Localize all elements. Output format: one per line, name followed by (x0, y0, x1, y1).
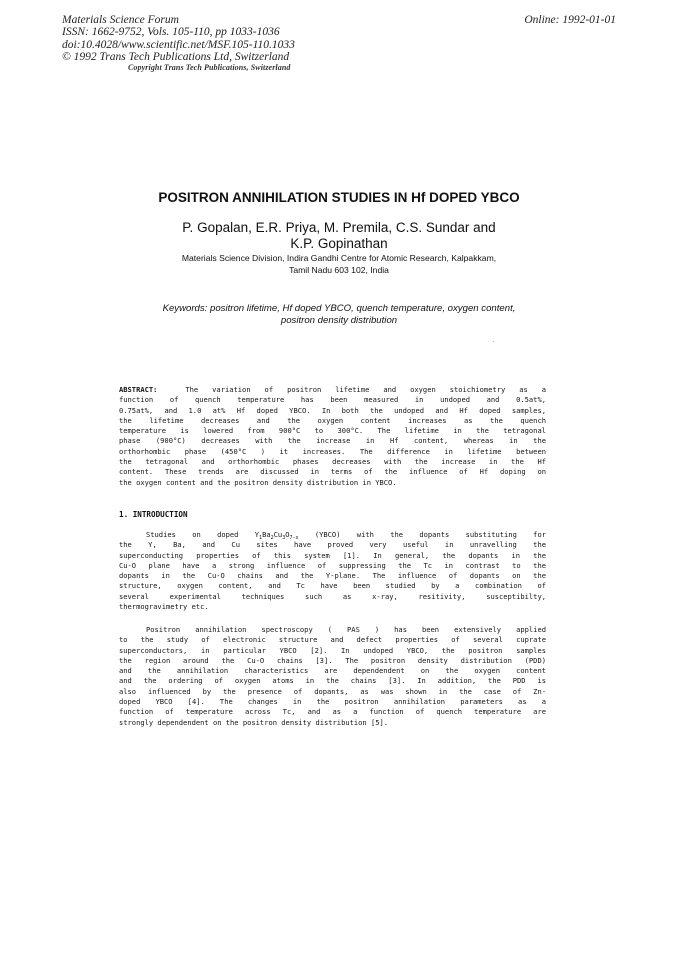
abstract-label: ABSTRACT: (119, 385, 158, 394)
paragraph-line: the Y, Ba, and Cu sites have proved very useful in unravelling the (119, 540, 546, 550)
section-heading-introduction: 1. INTRODUCTION (119, 510, 188, 519)
copyright-stamp: Copyright Trans Tech Publications, Switzerland (128, 63, 291, 72)
doi-line: doi:10.4028/www.scientific.net/MSF.105-110.1033 (62, 38, 295, 51)
issn-line: ISSN: 1662-9752, Vols. 105-110, pp 1033-1036 (62, 26, 280, 39)
text-run: Ba (262, 530, 271, 539)
text-run: O (285, 530, 290, 539)
abstract-line: the tetragonal and orthorhombic phases decreases with the increase in the Hf (119, 457, 546, 467)
paragraph-line: and the annihilation characteristics are dependendent on the oxygen content (119, 666, 546, 676)
text-run: Studies on doped Y (146, 530, 260, 539)
authors-line-2: K.P. Gopinathan (290, 236, 388, 251)
paragraph-line: structure, oxygen content, and Tc have been studied by a combination of (119, 581, 546, 591)
abstract-line: the oxygen content and the positron density distribution in YBCO. (119, 477, 397, 487)
abstract (119, 385, 546, 488)
text-run: Cu (273, 530, 283, 539)
paragraph-line: thermogravimetry etc. (119, 602, 209, 612)
paragraph-line: and the ordering of oxygen atoms in the chains [3]. In addition, the PDD is (119, 676, 546, 686)
authors-line-1: P. Gopalan, E.R. Priya, M. Premila, C.S. Sundar and (182, 220, 496, 235)
paragraph-line (119, 530, 546, 540)
abstract-line: phase (900°C) decreases with the increase in Hf content, whereas in the (119, 436, 546, 446)
abstract-line: the lifetime decreases and the oxygen content increases as the quench (119, 415, 546, 425)
abstract-line: temperature is lowered from 900°C to 300°C. The lifetime in the tetragonal (119, 426, 546, 436)
subscript: 1 (259, 535, 263, 541)
affiliation-line-1: Materials Science Division, Indira Gandhi Centre for Atomic Research, Kalpakkam, (181, 253, 497, 263)
subscript: 3 (282, 535, 286, 541)
abstract-line (119, 385, 546, 395)
paragraph-line: Positron annihilation spectroscopy ( PAS ) has been extensively applied (146, 625, 546, 634)
paragraph-line: several experimental techniques such as x-ray, resitivity, susceptibilty, (119, 591, 546, 601)
abstract-line: function of quench temperature has been measured in undoped and 0.5at%, (119, 395, 546, 405)
paragraph-line: Cu-O plane have a strong influence of suppressing the Tc in contrast to the (119, 560, 546, 570)
journal-name: Materials Science Forum (62, 14, 179, 26)
paragraph-line: superconducting properties of this system [1]. In general, the dopants in the (119, 550, 546, 560)
paragraph-line: also influenced by the presence of dopants, as was shown in the case of Zn- (119, 686, 546, 696)
intro-paragraph-2 (119, 625, 546, 728)
paper-title: POSITRON ANNIHILATION STUDIES IN Hf DOPED YBCO (158, 190, 520, 205)
paragraph-line: superconductors, in particular YBCO [2]. In undoped YBCO, the positron samples (119, 645, 546, 655)
author-list (0, 220, 678, 252)
paragraph-line: doped YBCO [4]. The changes in the positron annihilation parameters as a (119, 697, 546, 707)
abstract-line: orthorhombic phase (450°C ) it increases. The difference in lifetime between (119, 446, 546, 456)
subscript: 7-x (289, 535, 299, 541)
text-run: (YBCO) with the dopants substituting for (298, 530, 546, 539)
subscript: 2 (270, 535, 274, 541)
online-date: Online: 1992-01-01 (524, 14, 616, 26)
keywords-line-2: positron density distribution (280, 314, 398, 326)
keywords-line-1: Keywords: positron lifetime, Hf doped YBCO, quench temperature, oxygen content, (162, 303, 516, 314)
paragraph-line: strongly dependendent on the positron density distribution [5]. (119, 717, 389, 727)
journal-header (62, 14, 295, 64)
copyright-line: © 1992 Trans Tech Publications Ltd, Switzerland (62, 51, 290, 64)
paragraph-line: to the study of electronic structure and defect properties of several cuprate (119, 635, 546, 645)
affiliation-line-2: Tamil Nadu 603 102, India (289, 264, 389, 275)
abstract-line: content. These trends are discussed in terms of the influence of Hf doping on (119, 467, 546, 477)
paragraph-line: dopants in the Cu-O chains and the Y-plane. The influence of dopants on the (119, 571, 546, 581)
intro-paragraph-1 (119, 530, 546, 612)
keywords (0, 303, 678, 326)
scan-speck (493, 341, 494, 342)
affiliation (0, 253, 678, 276)
abstract-first-text: The variation of positron lifetime and oxygen stoichiometry as a (185, 385, 546, 394)
abstract-line: 0.75at%, and 1.0 at% Hf doped YBCO. In both the undoped and Hf doped samples, (119, 405, 546, 415)
paragraph-line: function of temperature across Tc, and as a function of quench temperature are (119, 707, 546, 717)
paragraph-line: the region around the Cu-O chains [3]. The positron density distribution (PDD) (119, 655, 546, 665)
